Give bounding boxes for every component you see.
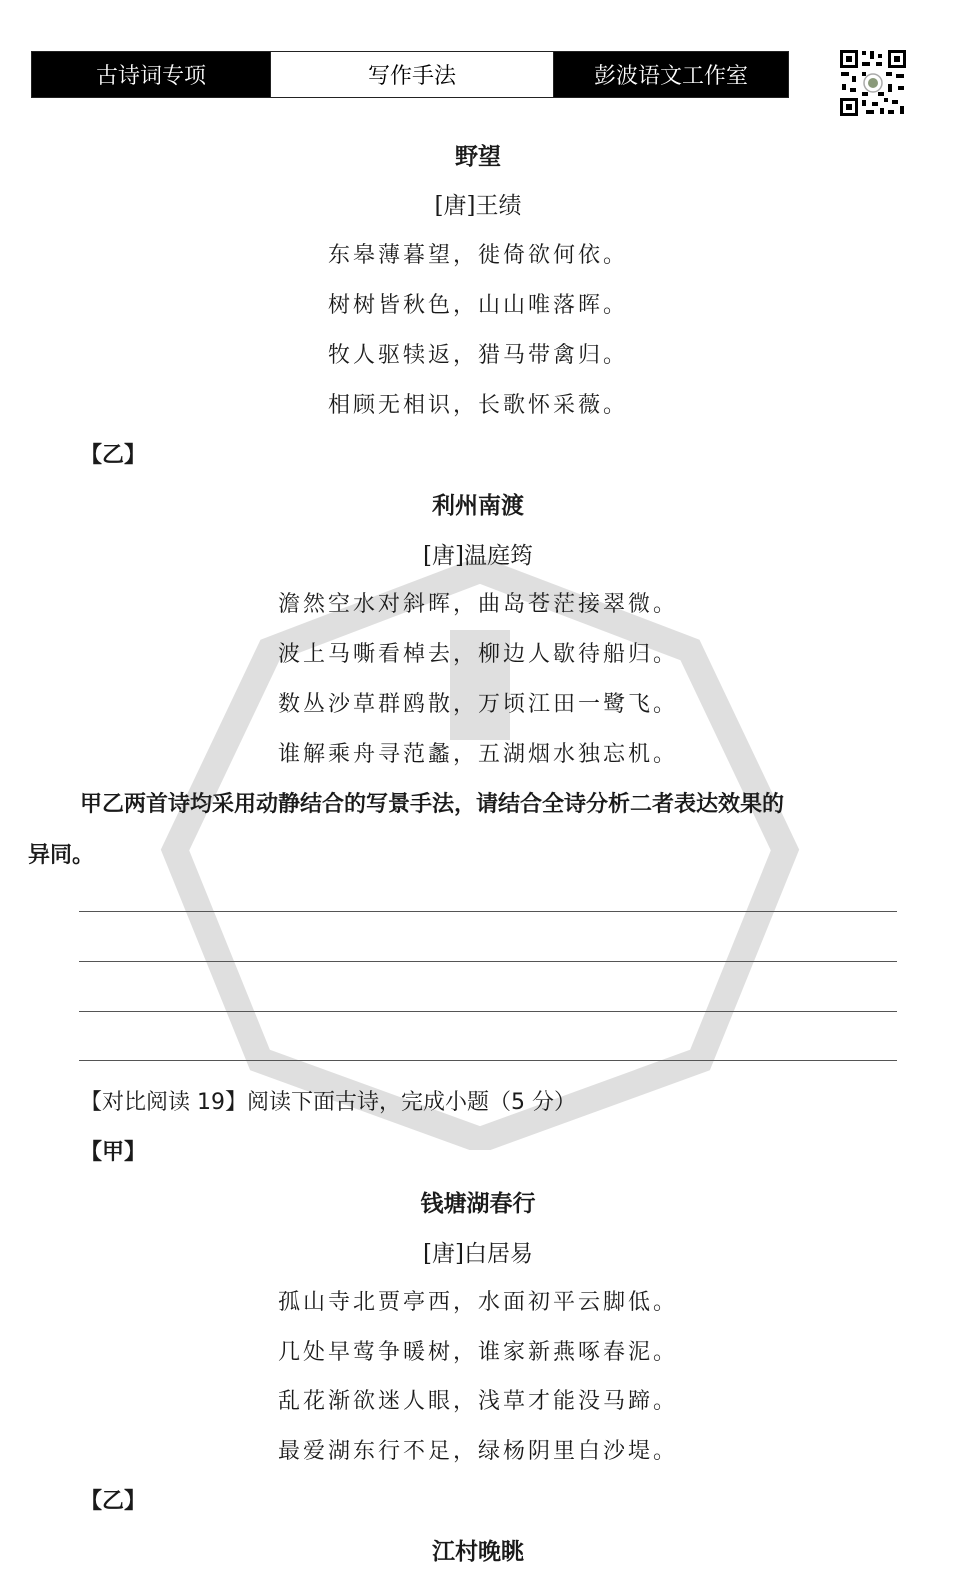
section-marker-yi: 【乙】 <box>80 1489 147 1514</box>
header-studio: 彭波语文工作室 <box>554 52 788 97</box>
poem1-author: [唐]王绩 <box>434 193 522 219</box>
poem3-line: 孤山寺北贾亭西，水面初平云脚低。 <box>277 1290 678 1315</box>
poem2-line: 谁解乘舟寻范蠡，五湖烟水独忘机。 <box>277 742 678 767</box>
poem3-line: 最爱湖东行不足，绿杨阴里白沙堤。 <box>277 1439 678 1464</box>
poem2-author: [唐]温庭筠 <box>423 543 533 569</box>
poem2-line: 波上马嘶看棹去，柳边人歇待船归。 <box>277 642 678 667</box>
poem1-title: 野望 <box>455 144 501 170</box>
poem4-title: 江村晚眺 <box>432 1539 524 1565</box>
answer-line[interactable] <box>79 961 897 962</box>
poem1-line: 东皋薄暮望，徙倚欲何依。 <box>327 243 628 268</box>
question-text-continued: 异同。 <box>28 843 95 868</box>
poem2-line: 数丛沙草群鸥散，万顷江田一鹭飞。 <box>277 692 678 717</box>
question-text: 甲乙两首诗均采用动静结合的写景手法，请结合全诗分析二者表达效果的 <box>80 792 785 817</box>
poem3-line: 乱花渐欲迷人眼，浅草才能没马蹄。 <box>277 1389 678 1414</box>
poem2-title: 利州南渡 <box>432 493 524 519</box>
answer-line[interactable] <box>79 911 897 912</box>
header-bar <box>31 51 789 98</box>
qr-code <box>838 48 908 118</box>
poem1-line: 树树皆秋色，山山唯落晖。 <box>327 293 628 318</box>
poem1-line: 相顾无相识，长歌怀采薇。 <box>327 393 628 418</box>
section-marker-yi: 【乙】 <box>80 443 147 468</box>
answer-line[interactable] <box>79 1011 897 1012</box>
header-topic: 写作手法 <box>270 52 554 97</box>
section-marker-jia: 【甲】 <box>80 1140 147 1165</box>
section-heading-19: 【对比阅读 19】阅读下面古诗，完成小题（5 分） <box>80 1090 576 1115</box>
answer-line[interactable] <box>79 1060 897 1061</box>
poem3-line: 几处早莺争暖树，谁家新燕啄春泥。 <box>277 1340 678 1365</box>
poem1-line: 牧人驱犊返，猎马带禽归。 <box>327 343 628 368</box>
poem3-author: [唐]白居易 <box>423 1241 533 1267</box>
poem3-title: 钱塘湖春行 <box>420 1191 536 1217</box>
poem2-line: 澹然空水对斜晖，曲岛苍茫接翠微。 <box>277 592 678 617</box>
header-category: 古诗词专项 <box>32 52 270 97</box>
